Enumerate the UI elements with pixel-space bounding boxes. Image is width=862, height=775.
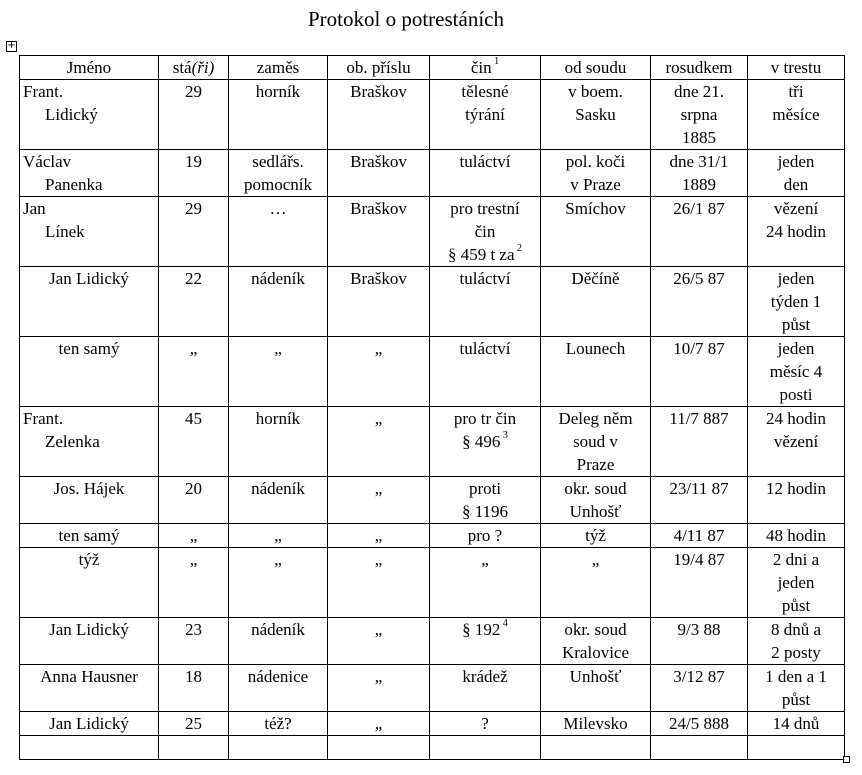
cell-sentence: jeden den <box>748 150 845 197</box>
cell-verdict: 9/3 88 <box>651 618 748 665</box>
cell-name <box>20 736 159 760</box>
document-title: Protokol o potrestáních <box>308 7 504 31</box>
cell-occupation: sedlářs. pomocník <box>229 150 328 197</box>
table-row <box>20 712 845 736</box>
cell-verdict: 26/5 87 <box>651 267 748 337</box>
cell-crime: tělesné týrání <box>430 80 541 150</box>
table-row <box>20 618 845 665</box>
cell-court: okr. soud Unhošť <box>541 477 651 524</box>
cell-crime: tuláctví <box>430 267 541 337</box>
table-row <box>20 80 845 150</box>
cell-sentence: jeden měsíc 4 posti <box>748 337 845 407</box>
table-move-handle-icon[interactable]: + <box>7 40 16 51</box>
cell-crime: „ <box>430 548 541 618</box>
cell-occupation: nádeník <box>229 267 328 337</box>
cell-court: pol. koči v Praze <box>541 150 651 197</box>
table-row <box>20 197 845 267</box>
footnote-marker: 4 <box>500 618 508 629</box>
cell-verdict: dne 21. srpna 1885 <box>651 80 748 150</box>
cell-occupation: „ <box>229 337 328 407</box>
cell-court: „ <box>541 548 651 618</box>
table-header-row <box>20 56 845 80</box>
cell-name: týž <box>20 548 159 618</box>
cell-age: 19 <box>159 150 229 197</box>
cell-age: „ <box>159 337 229 407</box>
cell-occupation: … <box>229 197 328 267</box>
cell-crime: pro tr čin § 496 $^3$ <box>430 407 541 477</box>
cell-court: Lounech <box>541 337 651 407</box>
header-age-italic: (ři) <box>191 58 215 77</box>
cell-court: okr. soud Kralovice <box>541 618 651 665</box>
cell-age: 29 <box>159 197 229 267</box>
cell-origin: „ <box>328 665 430 712</box>
cell-court <box>541 736 651 760</box>
header-name: Jméno <box>20 56 159 80</box>
cell-verdict: 24/5 888 <box>651 712 748 736</box>
cell-sentence: 1 den a 1 půst <box>748 665 845 712</box>
name-first-line: Frant. <box>23 82 64 101</box>
cell-origin: „ <box>328 337 430 407</box>
cell-origin: „ <box>328 407 430 477</box>
cell-origin: Braškov <box>328 267 430 337</box>
cell-name <box>20 80 159 150</box>
cell-name: Anna Hausner <box>20 665 159 712</box>
cell-court: Děčíně <box>541 267 651 337</box>
cell-name: Jos. Hájek <box>20 477 159 524</box>
name-first-line: Frant. <box>23 409 64 428</box>
cell-name: Jan Lidický <box>20 267 159 337</box>
cell-sentence: 14 dnů <box>748 712 845 736</box>
header-court: od soudu <box>541 56 651 80</box>
cell-verdict: 26/1 87 <box>651 197 748 267</box>
cell-crime: pro ? <box>430 524 541 548</box>
cell-sentence <box>748 736 845 760</box>
header-origin: ob. příslu <box>328 56 430 80</box>
header-occupation: zaměs <box>229 56 328 80</box>
cell-occupation: též? <box>229 712 328 736</box>
table-row <box>20 337 845 407</box>
cell-age: „ <box>159 548 229 618</box>
cell-verdict: dne 31/1 1889 <box>651 150 748 197</box>
cell-name: ten samý <box>20 337 159 407</box>
table-body <box>20 56 845 760</box>
cell-name <box>20 150 159 197</box>
cell-court: v boem. Sasku <box>541 80 651 150</box>
cell-age: 22 <box>159 267 229 337</box>
cell-age: 25 <box>159 712 229 736</box>
cell-name: Jan Lidický <box>20 618 159 665</box>
cell-name <box>20 197 159 267</box>
cell-origin: „ <box>328 548 430 618</box>
cell-origin: „ <box>328 477 430 524</box>
cell-age: 29 <box>159 80 229 150</box>
punishment-table <box>19 55 845 760</box>
cell-origin: „ <box>328 524 430 548</box>
cell-origin: Braškov <box>328 150 430 197</box>
table-row <box>20 477 845 524</box>
cell-sentence: jeden týden 1 půst <box>748 267 845 337</box>
cell-age: 23 <box>159 618 229 665</box>
cell-origin: „ <box>328 712 430 736</box>
name-first-line: Jan <box>23 199 46 218</box>
cell-crime: krádež <box>430 665 541 712</box>
cell-occupation: „ <box>229 524 328 548</box>
cell-crime: ? <box>430 712 541 736</box>
name-first-line: Václav <box>23 152 72 171</box>
cell-verdict: 3/12 87 <box>651 665 748 712</box>
cell-sentence: 2 dni a jeden půst <box>748 548 845 618</box>
name-second-line: Panenka <box>45 175 103 194</box>
cell-court: Milevsko <box>541 712 651 736</box>
cell-origin: Braškov <box>328 80 430 150</box>
cell-crime <box>430 736 541 760</box>
cell-court: Unhošť <box>541 665 651 712</box>
table-row <box>20 665 845 712</box>
cell-occupation <box>229 736 328 760</box>
header-sentence: v trestu <box>748 56 845 80</box>
cell-crime: § 192 $^4$ <box>430 618 541 665</box>
cell-name: Jan Lidický <box>20 712 159 736</box>
cell-occupation: horník <box>229 407 328 477</box>
header-crime: čin $^1$ <box>430 56 541 80</box>
cell-verdict: 11/7 887 <box>651 407 748 477</box>
cell-age: 20 <box>159 477 229 524</box>
cell-crime: proti § 1196 <box>430 477 541 524</box>
cell-occupation: „ <box>229 548 328 618</box>
cell-verdict <box>651 736 748 760</box>
footnote-marker: 2 <box>514 243 523 254</box>
cell-occupation: nádeník <box>229 477 328 524</box>
header-age: stá(ři) <box>159 56 229 80</box>
cell-sentence: 8 dnů a 2 posty <box>748 618 845 665</box>
cell-name: ten samý <box>20 524 159 548</box>
name-second-line: Línek <box>45 222 85 241</box>
cell-crime: pro trestní čin § 459 t za $^2$ <box>430 197 541 267</box>
cell-sentence: 24 hodin vězení <box>748 407 845 477</box>
cell-verdict: 23/11 87 <box>651 477 748 524</box>
footnote-marker: 1 <box>491 56 500 67</box>
table-row <box>20 267 845 337</box>
cell-crime: tuláctví <box>430 337 541 407</box>
cell-sentence: vězení 24 hodin <box>748 197 845 267</box>
name-second-line: Lidický <box>45 105 98 124</box>
cell-origin: „ <box>328 618 430 665</box>
cell-court: Deleg něm soud v Praze <box>541 407 651 477</box>
table-row <box>20 736 845 760</box>
cell-age: 45 <box>159 407 229 477</box>
cell-verdict: 19/4 87 <box>651 548 748 618</box>
cell-sentence: tři měsíce <box>748 80 845 150</box>
cell-occupation: horník <box>229 80 328 150</box>
header-verdict: rosudkem <box>651 56 748 80</box>
footnote-marker: 3 <box>500 430 508 441</box>
cell-age: 18 <box>159 665 229 712</box>
cell-court: týž <box>541 524 651 548</box>
cell-sentence: 48 hodin <box>748 524 845 548</box>
cell-verdict: 4/11 87 <box>651 524 748 548</box>
cell-sentence: 12 hodin <box>748 477 845 524</box>
cell-verdict: 10/7 87 <box>651 337 748 407</box>
table-row <box>20 524 845 548</box>
table-row <box>20 150 845 197</box>
cell-occupation: nádeník <box>229 618 328 665</box>
cell-age: „ <box>159 524 229 548</box>
cell-court: Smíchov <box>541 197 651 267</box>
cell-origin: Braškov <box>328 197 430 267</box>
table-row <box>20 548 845 618</box>
table-resize-handle[interactable] <box>843 756 850 763</box>
cell-occupation: nádenice <box>229 665 328 712</box>
cell-crime: tuláctví <box>430 150 541 197</box>
name-second-line: Zelenka <box>45 432 100 451</box>
cell-name <box>20 407 159 477</box>
table-row <box>20 407 845 477</box>
cell-age <box>159 736 229 760</box>
cell-origin <box>328 736 430 760</box>
